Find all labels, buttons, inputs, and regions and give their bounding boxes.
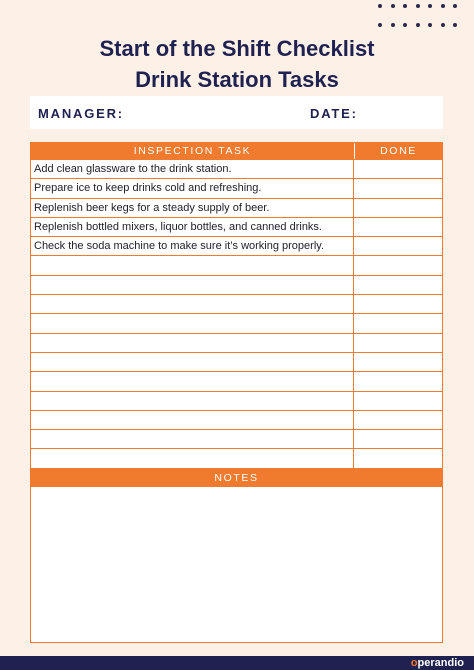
brand-logo-text: perandio <box>417 657 464 669</box>
table-row <box>31 198 442 217</box>
done-cell[interactable] <box>354 392 442 410</box>
table-row <box>31 429 442 448</box>
done-cell[interactable] <box>354 314 442 332</box>
notes-box <box>30 468 443 643</box>
table-header <box>31 143 442 159</box>
task-cell <box>31 449 354 467</box>
done-cell[interactable] <box>354 295 442 313</box>
done-cell[interactable] <box>354 218 442 236</box>
table-row <box>31 391 442 410</box>
task-cell <box>31 430 354 448</box>
title-line-1: Start of the Shift Checklist <box>99 36 375 61</box>
done-cell[interactable] <box>354 372 442 390</box>
title-line-2: Drink Station Tasks <box>135 67 339 92</box>
table-body <box>31 159 442 487</box>
done-cell[interactable] <box>354 334 442 352</box>
task-cell <box>31 411 354 429</box>
inspection-checklist-table <box>30 142 443 488</box>
done-cell[interactable] <box>354 353 442 371</box>
table-row <box>31 294 442 313</box>
done-cell[interactable] <box>354 160 442 178</box>
page-title <box>0 33 474 95</box>
table-row <box>31 159 442 178</box>
done-cell[interactable] <box>354 276 442 294</box>
table-row <box>31 371 442 390</box>
inspection-task-header: INSPECTION TASK <box>31 143 355 159</box>
task-cell: Prepare ice to keep drinks cold and refreshing. <box>31 179 354 197</box>
task-cell <box>31 256 354 274</box>
manager-label: MANAGER: <box>38 106 124 121</box>
table-row <box>31 352 442 371</box>
manager-date-box <box>30 96 443 129</box>
task-cell: Replenish beer kegs for a steady supply of beer. <box>31 199 354 217</box>
done-cell[interactable] <box>354 179 442 197</box>
table-row <box>31 313 442 332</box>
done-header: DONE <box>380 145 417 157</box>
brand-logo-mark: o <box>410 657 418 669</box>
task-cell: Add clean glassware to the drink station. <box>31 160 354 178</box>
done-cell[interactable] <box>354 237 442 255</box>
table-row <box>31 236 442 255</box>
task-cell: Replenish bottled mixers, liquor bottles, and canned drinks. <box>31 218 354 236</box>
task-cell <box>31 392 354 410</box>
task-cell <box>31 334 354 352</box>
brand-logo <box>411 657 464 669</box>
task-cell <box>31 372 354 390</box>
footer-bar <box>0 656 474 670</box>
notes-header: NOTES <box>31 469 442 487</box>
done-cell[interactable] <box>354 449 442 467</box>
task-cell <box>31 314 354 332</box>
table-row <box>31 255 442 274</box>
table-row <box>31 448 442 467</box>
decorative-dots <box>378 4 466 34</box>
task-cell <box>31 295 354 313</box>
done-cell[interactable] <box>354 256 442 274</box>
table-row <box>31 178 442 197</box>
task-cell <box>31 353 354 371</box>
done-cell[interactable] <box>354 411 442 429</box>
done-cell[interactable] <box>354 430 442 448</box>
task-cell <box>31 276 354 294</box>
table-row <box>31 275 442 294</box>
table-row <box>31 333 442 352</box>
table-row <box>31 217 442 236</box>
task-cell: Check the soda machine to make sure it’s working properly. <box>31 237 354 255</box>
table-row <box>31 410 442 429</box>
done-cell[interactable] <box>354 199 442 217</box>
date-label: DATE: <box>310 106 358 121</box>
